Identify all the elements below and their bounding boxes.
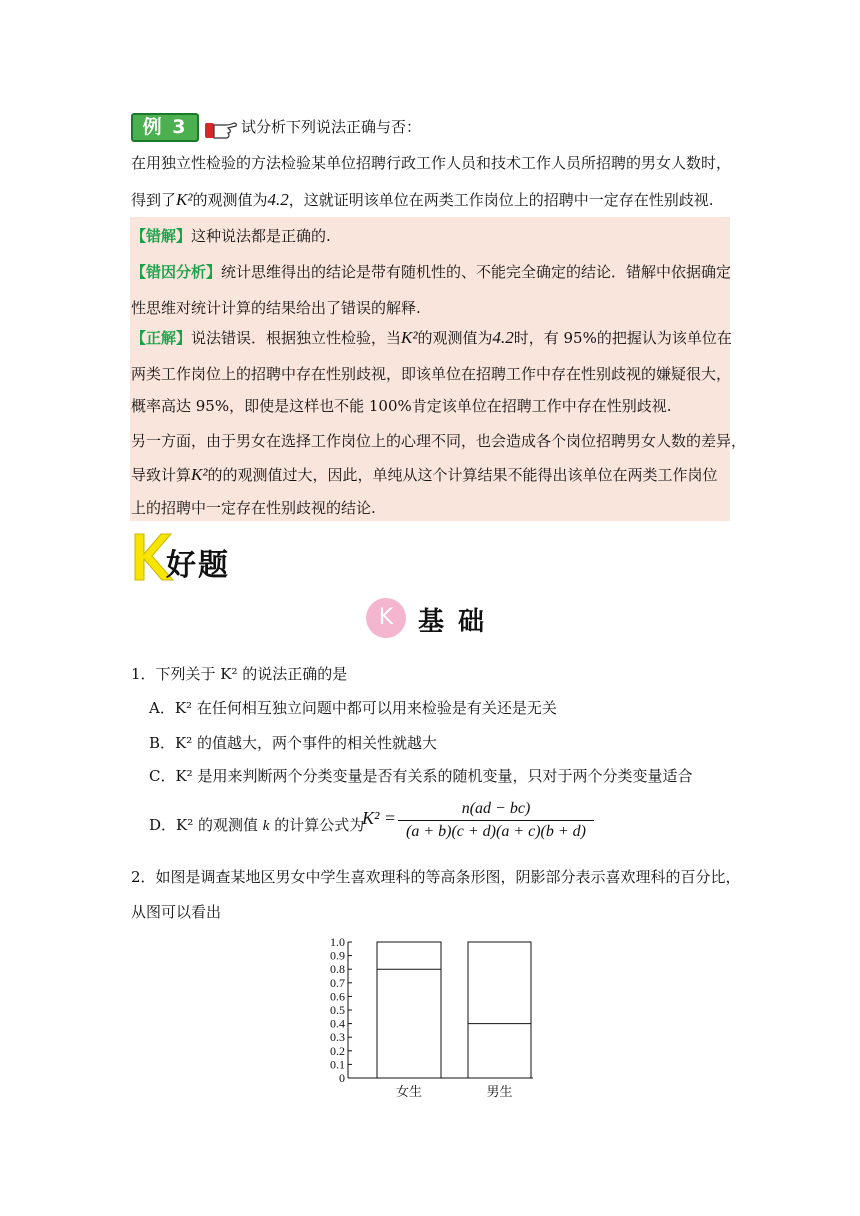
y-tick-label: 0.5 [330,1003,345,1017]
q1-option-c: C．K² 是用来判断两个分类变量是否有关系的随机变量，只对于两个分类变量适合 [149,767,693,785]
y-tick-label: 0 [339,1071,345,1085]
error-analysis-line-2: 性思维对统计计算的结果给出了错误的解释. [131,299,421,317]
correct-answer-line-4: 另一方面，由于男女在选择工作岗位上的心理不同，也会造成各个岗位招聘男女人数的差异， [131,432,747,450]
correct-answer-line-2: 两类工作岗位上的招聘中存在性别歧视，即该单位在招聘工作中存在性别歧视的嫌疑很大， [131,365,732,383]
error-analysis-line-1: 【错因分析】统计思维得出的结论是带有随机性的、不能完全确定的结论．错解中依据确定 [131,263,732,281]
y-tick-label: 0.6 [330,989,345,1004]
q1-option-d: D．K² 的观测值 k 的计算公式为 [149,816,365,834]
y-tick-label: 0.4 [330,1016,345,1031]
correct-answer-line-5: 导致计算K²的的观测值过大，因此，单纯从这个计算结果不能得出该单位在两类工作岗位 [131,465,718,484]
example-paragraph-line-2: 得到了K²的观测值为4.2，这就证明该单位在两类工作岗位上的招聘中一定存在性别歧视. [131,190,714,209]
k-circle-icon: K [366,598,406,638]
formula-lhs: K² = [362,808,397,828]
y-tick-label: 1.0 [330,935,345,949]
y-tick-label: 0.8 [330,962,345,977]
y-tick-label: 0.3 [330,1030,345,1045]
value-4-2: 4.2 [267,190,289,209]
formula-fraction [398,800,594,841]
example-intro: 试分析下列说法正确与否： [241,118,422,136]
section-title: 好题 [166,548,230,583]
q1-stem: 1．下列关于 K² 的说法正确的是 [131,665,348,683]
category-label: 男生 [486,1085,513,1100]
y-tick-label: 0.1 [330,1057,345,1072]
q1-option-b: B．K² 的值越大，两个事件的相关性就越大 [149,734,438,752]
example-paragraph-line-1: 在用独立性检验的方法检验某单位招聘行政工作人员和技术工作人员所招聘的男女人数时， [131,154,732,172]
correct-answer-line-6: 上的招聘中一定存在性别歧视的结论. [131,499,376,517]
y-tick-label: 0.7 [330,975,345,990]
section-subtitle: 基础 [418,607,499,637]
formula-numerator: n(ad − bc) [398,800,594,821]
stacked-bar-chart [318,932,548,1102]
correct-answer-line-3: 概率高达 95%，即使是这样也不能 100%肯定该单位在招聘工作中存在性别歧视. [131,397,672,415]
bar-1-outline [377,942,441,1078]
pointing-hand-icon [204,115,238,141]
k2-symbol: K² [176,190,193,209]
example-badge: 例 3 [131,113,199,142]
q2-line-2: 从图可以看出 [131,903,222,921]
y-tick-label: 0.2 [330,1043,345,1058]
category-label: 女生 [395,1085,423,1100]
wrong-answer: 【错解】这种说法都是正确的. [131,227,331,245]
correct-answer-line-1: 【正解】说法错误．根据独立性检验，当K²的观测值为4.2时，有 95%的把握认为该单位在 [131,328,732,347]
formula-denominator: (a + b)(c + d)(a + c)(b + d) [405,823,586,840]
q1-option-a: A．K² 在任何相互独立问题中都可以用来检验是有关还是无关 [149,699,557,717]
q2-line-1: 2．如图是调查某地区男女中学生喜欢理科的等高条形图，阴影部分表示喜欢理科的百分比， [131,868,741,886]
y-tick-label: 0.9 [330,948,345,963]
bar-2-outline [468,942,531,1078]
